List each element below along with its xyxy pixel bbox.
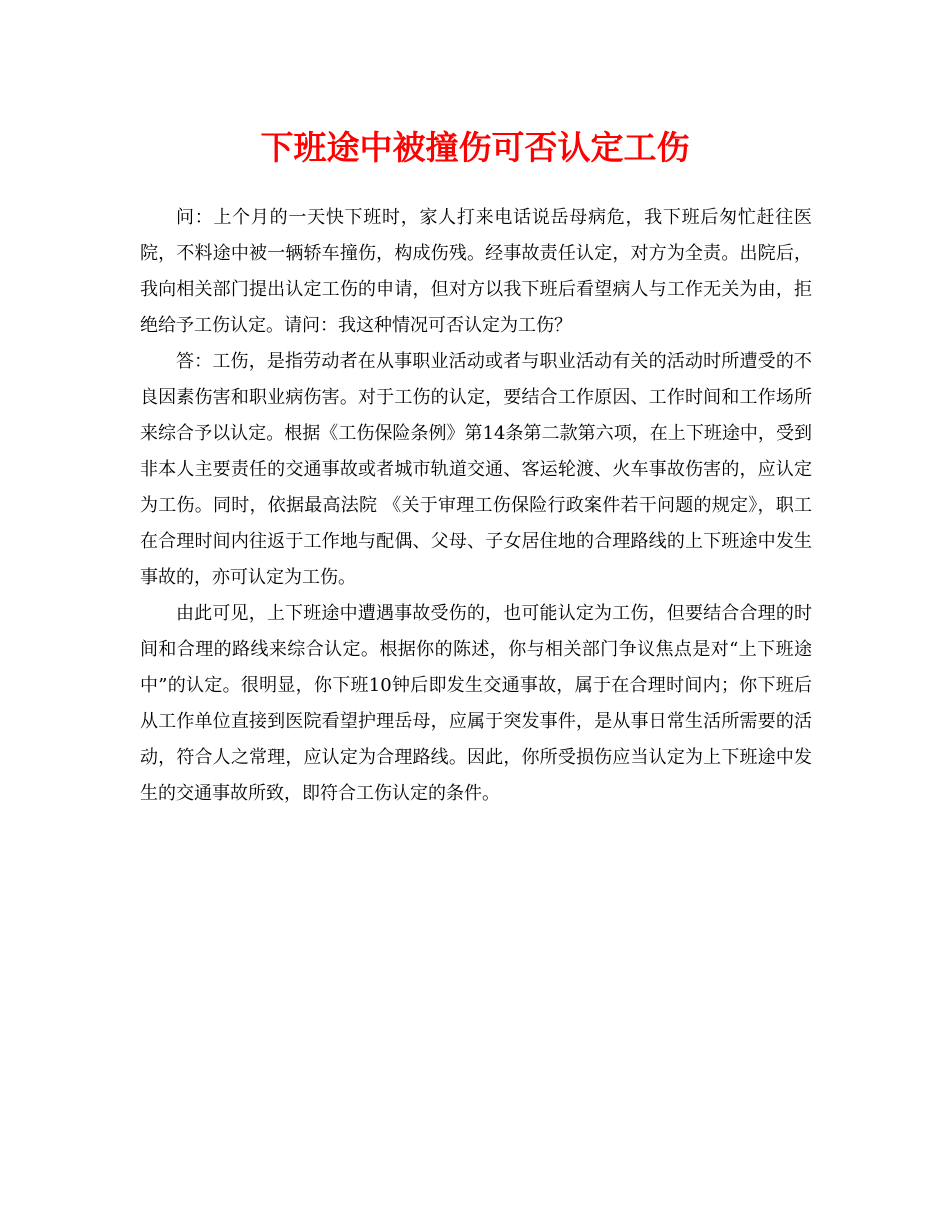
document-body <box>140 200 812 812</box>
document-title: 下班途中被撞伤可否认定工伤 <box>260 128 690 167</box>
paragraph-question: 问：上个月的一天快下班时，家人打来电话说岳母病危，我下班后匆忙赶往医院，不料途中被一辆轿车撞伤，构成伤残。经事故责任认定，对方为全责。出院后，我向相关部门提出认定工伤的申请，但对方以我下班后看望病人与工作无关为由，拒绝给予工伤认定。请问：我这种情况可否认定为工伤？ <box>140 207 812 336</box>
paragraph-conclusion: 由此可见，上下班途中遭遇事故受伤的，也可能认定为工伤，但要结合合理的时间和合理的路线来综合认定。根据你的陈述，你与相关部门争议焦点是对“上下班途中”的认定。很明显，你下班10钟后即发生交通事故，属于在合理时间内；你下班后从工作单位直接到医院看望护理岳母，应属于突发事件，是从事日常生活所需要的活动，符合人之常理，应认定为合理路线。因此，你所受损伤应当认定为上下班途中发生的交通事故所致，即符合工伤认定的条件。 <box>140 603 812 804</box>
paragraph-answer: 答：工伤，是指劳动者在从事职业活动或者与职业活动有关的活动时所遭受的不良因素伤害和职业病伤害。对于工伤的认定，要结合工作原因、工作时间和工作场所来综合予以认定。根据《工伤保险条例》第14条第二款第六项，在上下班途中，受到非本人主要责任的交通事故或者城市轨道交通、客运轮渡、火车事故伤害的，应认定为工伤。同时，依据最高法院 《关于审理工伤保险行政案件若干问题的规定》，职工在合理时间内往返于工作地与配偶、父母、子女居住地的合理路线的上下班途中发生事故的，亦可认定为工伤。 <box>140 351 812 588</box>
